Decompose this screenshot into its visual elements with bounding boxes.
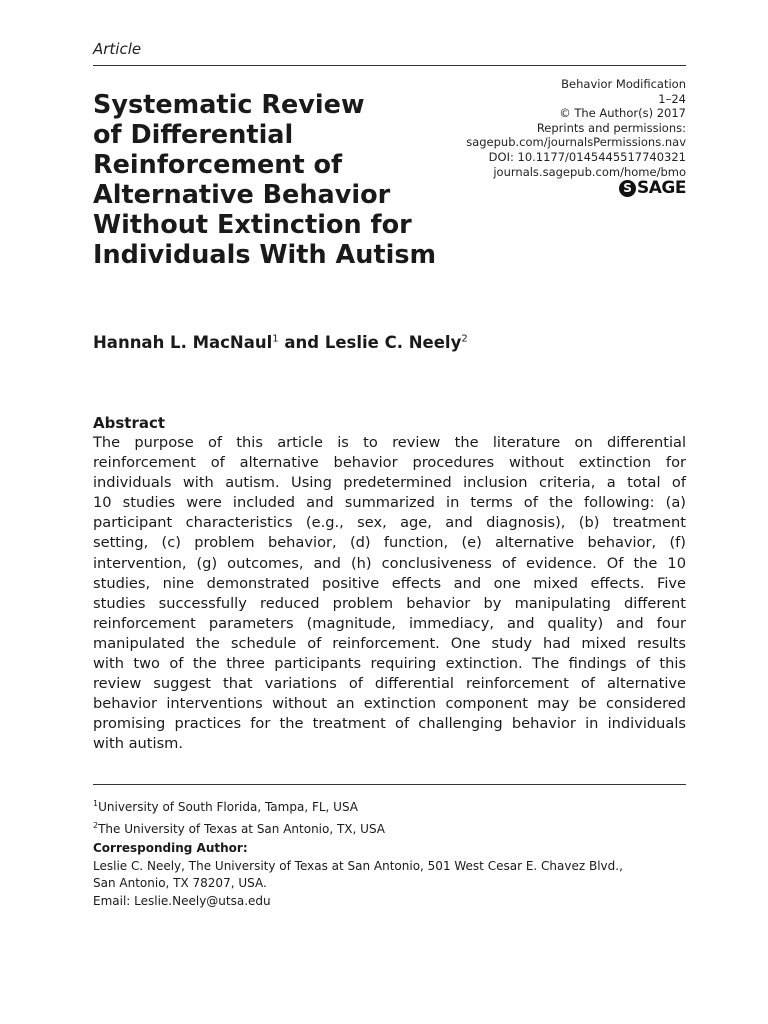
abstract-line: review suggest that variations of differential reinforcement of alternative: [93, 675, 686, 693]
article-type-label: Article: [93, 40, 142, 58]
article-title: [93, 90, 453, 270]
abstract-line: manipulated the schedule of reinforcement. One study had mixed results: [93, 634, 686, 652]
title-line: Without Extinction for: [93, 210, 412, 240]
affiliation-item: [93, 795, 385, 817]
author-list: [93, 333, 468, 352]
title-line: Systematic Review: [93, 90, 365, 120]
abstract-body: [93, 433, 686, 755]
abstract-heading: Abstract: [93, 414, 166, 432]
corresponding-email[interactable]: Email: Leslie.Neely@utsa.edu: [93, 893, 271, 908]
abstract-line: 10 studies were included and summarized in terms of the following: (a): [93, 494, 686, 512]
sage-logo-mark-icon: S: [619, 180, 636, 197]
abstract-line: reinforcement of alternative behavior procedures without extinction for: [93, 454, 686, 472]
abstract-line: with autism.: [93, 735, 184, 753]
copyright-notice: © The Author(s) 2017: [559, 106, 686, 121]
abstract-line: studies, nine demonstrated positive effects and one mixed effects. Five: [93, 574, 686, 592]
permissions-link[interactable]: sagepub.com/journalsPermissions.nav: [466, 135, 686, 150]
abstract-line: The purpose of this article is to review the literature on differential: [93, 434, 686, 451]
affiliations: [93, 795, 385, 838]
corresponding-author: [93, 840, 623, 910]
abstract-line: intervention, (g) outcomes, and (h) conclusiveness of evidence. Of the 10: [93, 554, 686, 572]
sage-logo: [619, 178, 686, 198]
corresponding-address-line: Leslie C. Neely, The University of Texas at San Antonio, 501 West Cesar E. Chavez Blvd.,: [93, 858, 623, 873]
abstract-line: reinforcement parameters (magnitude, immediacy, and quality) and four: [93, 614, 686, 632]
abstract-line: setting, (c) problem behavior, (d) function, (e) alternative behavior, (f): [93, 534, 686, 552]
reprints-label: Reprints and permissions:: [536, 120, 686, 135]
abstract-line: studies successfully reduced problem behavior by manipulating different: [93, 594, 686, 612]
affiliation-marker: 2: [461, 333, 468, 345]
abstract-line: participant characteristics (e.g., sex, age, and diagnosis), (b) treatment: [93, 514, 686, 532]
journal-home-link[interactable]: journals.sagepub.com/home/bmo: [493, 164, 686, 179]
title-line: Individuals With Autism: [93, 240, 437, 270]
title-line: Reinforcement of: [93, 150, 343, 180]
title-line: of Differential: [93, 120, 294, 150]
affiliation-marker: 1: [272, 333, 279, 345]
abstract-line: behavior interventions without an extinction component may be considered: [93, 695, 686, 713]
author-conjunction: and: [278, 333, 325, 352]
header-divider: [93, 65, 686, 66]
journal-name: Behavior Modification: [561, 77, 686, 91]
corresponding-address-line: San Antonio, TX 78207, USA.: [93, 876, 267, 890]
abstract-line: promising practices for the treatment of challenging behavior in individuals: [93, 715, 686, 733]
footnote-divider: [93, 784, 686, 785]
page-range: 1–24: [658, 91, 686, 106]
affiliation-text: The University of Texas at San Antonio, TX, USA: [98, 821, 385, 836]
abstract-line: individuals with autism. Using predetermined inclusion criteria, a total of: [93, 474, 686, 492]
affiliation-number: 1: [93, 799, 99, 808]
abstract-line: with two of the three participants requiring extinction. The findings of this: [93, 655, 686, 673]
author-name: Leslie C. Neely: [324, 333, 462, 352]
title-line: Alternative Behavior: [93, 180, 391, 210]
affiliation-item: [93, 817, 385, 839]
corresponding-author-heading: Corresponding Author:: [93, 841, 248, 855]
author-name: Hannah L. MacNaul: [93, 333, 273, 352]
affiliation-text: University of South Florida, Tampa, FL, USA: [98, 800, 358, 814]
affiliation-number: 2: [93, 820, 99, 830]
doi[interactable]: DOI: 10.1177/0145445517740321: [488, 149, 686, 164]
journal-metadata: [426, 77, 686, 179]
sage-logo-text: SAGE: [637, 178, 686, 198]
